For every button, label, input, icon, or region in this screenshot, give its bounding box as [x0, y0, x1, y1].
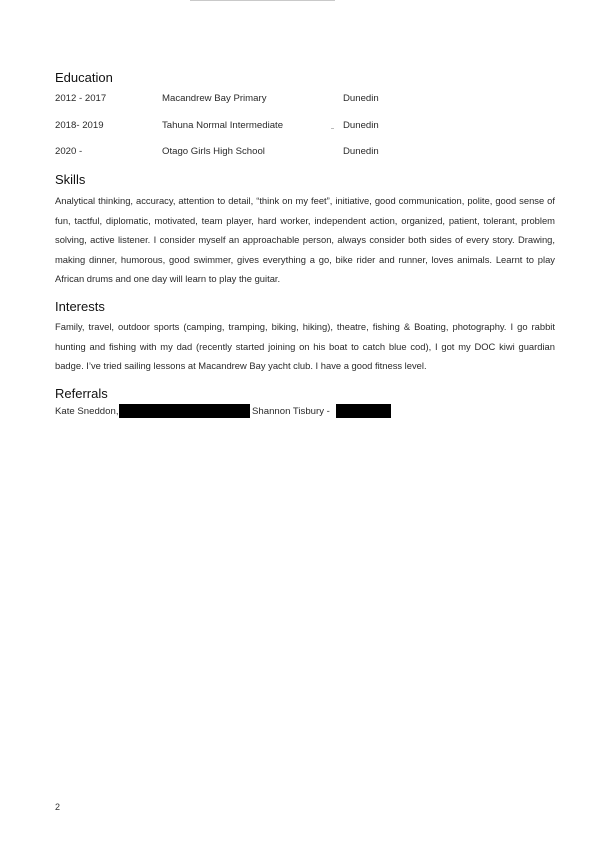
skills-heading: Skills	[55, 172, 86, 187]
page-number: 2	[55, 802, 61, 812]
interests-heading: Interests	[55, 299, 105, 314]
education-school: Tahuna Normal Intermediate	[162, 120, 284, 131]
education-years: 2020 -	[55, 146, 83, 157]
education-school: Otago Girls High School	[162, 146, 265, 157]
interests-paragraph: Family, travel, outdoor sports (camping, tramping, biking, hiking), theatre, fishing & Boating, photography. I go rabbit hunting and fishing with my dad (recently started joining on his boat to catch blue cod), I got my DOC kiwi guardian badge. I’ve tried sailing lessons at Macandrew Bay yacht club. I have a good fitness level.	[55, 321, 555, 371]
education-years: 2018- 2019	[55, 120, 104, 131]
scan-mark	[331, 128, 334, 129]
education-city: Dunedin	[343, 146, 379, 157]
education-heading: Education	[55, 70, 113, 85]
education-years: 2012 - 2017	[55, 93, 107, 104]
redaction-block	[336, 404, 391, 418]
redaction-block	[119, 404, 250, 418]
education-school: Macandrew Bay Primary	[162, 93, 267, 104]
referral-name: Shannon Tisbury -	[252, 406, 330, 417]
referral-name: Kate Sneddon,	[55, 406, 119, 417]
education-city: Dunedin	[343, 93, 379, 104]
skills-paragraph: Analytical thinking, accuracy, attention to detail, “think on my feet”, initiative, good communication, polite, good sense of fun, tactful, diplomatic, motivated, team player, hard worker, independent action, organized, patient, tolerant, problem solving, active listener. I consider myself an approachable person, always consider both sides of every story. Drawing, making dinner, humorous, good swimmer, gives everything a go, bike rider and runner, loves animals. Learnt to play African drums and one day will learn to play the guitar.	[55, 195, 555, 284]
referrals-heading: Referrals	[55, 386, 108, 401]
education-city: Dunedin	[343, 120, 379, 131]
top-divider	[190, 0, 335, 1]
